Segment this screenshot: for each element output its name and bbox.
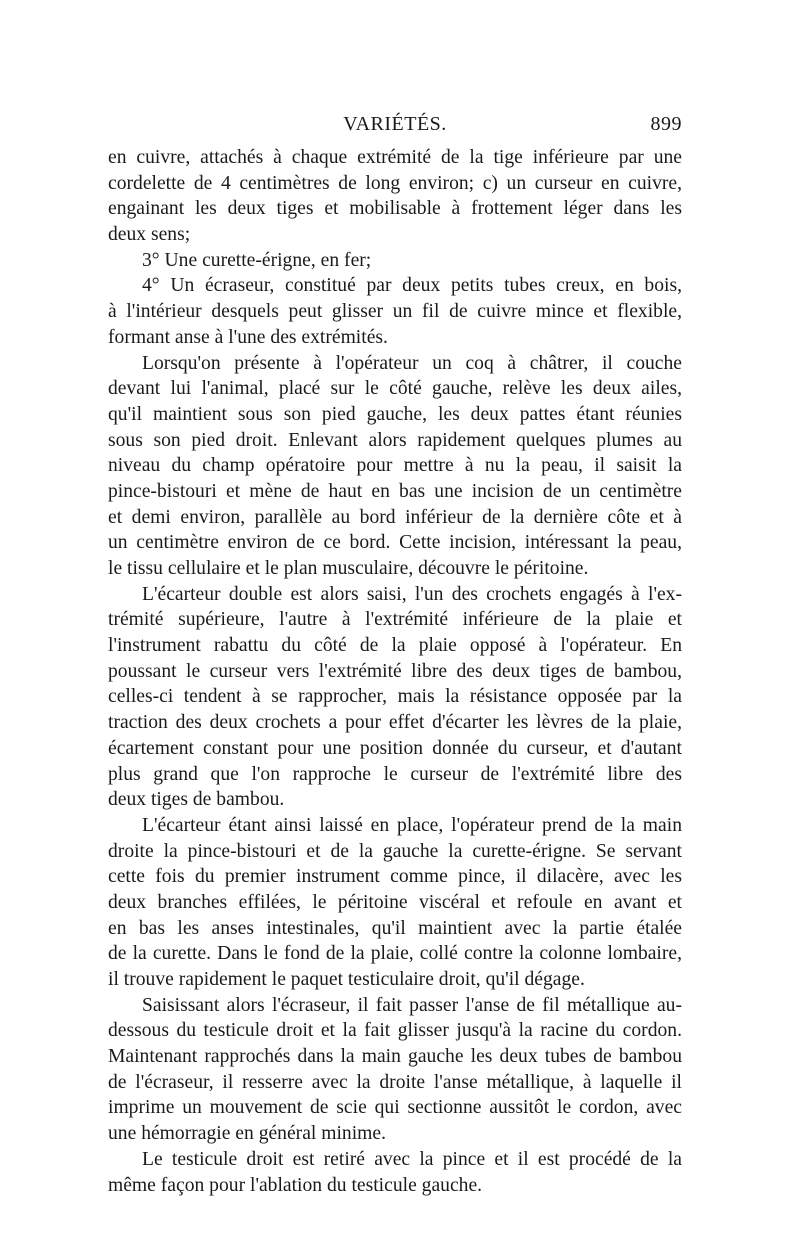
page-number: 899: [650, 113, 682, 135]
text-line: écartement constant pour une position donnée du curseur, et d'autant: [108, 737, 682, 759]
text-line: sous son pied droit. Enlevant alors rapidement quelques plumes au: [108, 429, 682, 451]
paragraph: [108, 351, 682, 582]
text-line: le tissu cellulaire et le plan musculaire, découvre le péritoine.: [108, 558, 589, 579]
text-line: une hémorragie en général minime.: [108, 1123, 387, 1145]
text-line: qu'il maintient sous son pied gauche, les deux pattes étant réunies: [108, 403, 682, 425]
text-line: de l'écraseur, il resserre avec la droite l'anse métallique, à laquelle il: [108, 1071, 682, 1093]
text-line: même façon pour l'ablation du testicule gauche.: [108, 1174, 483, 1196]
text-line: poussant le curseur vers l'extrémité libre des deux tiges de bambou,: [108, 660, 682, 682]
paragraph: [108, 273, 682, 350]
text-line: il trouve rapidement le paquet testiculaire droit, qu'il dégage.: [108, 969, 585, 990]
text-line: dessous du testicule droit et la fait glisser jusqu'à la racine du cordon.: [108, 1020, 682, 1042]
text-line: deux tiges de bambou.: [108, 789, 285, 811]
body-text: [108, 145, 682, 1198]
text-line: Le testicule droit est retiré avec la pince et il est procédé de la: [142, 1148, 682, 1170]
text-line: engainant les deux tiges et mobilisable à frottement léger dans les: [108, 198, 682, 220]
text-line: Lorsqu'on présente à l'opérateur un coq à châtrer, il couche: [142, 352, 682, 374]
text-line: niveau du champ opératoire pour mettre à nu la peau, il saisit la: [108, 455, 682, 477]
text-line: imprime un mouvement de scie qui sectionne aussitôt le cordon, avec: [108, 1097, 682, 1119]
text-line: à l'intérieur desquels peut glisser un fil de cuivre mince et flexible,: [108, 301, 682, 323]
text-line: trémité supérieure, l'autre à l'extrémité inférieure de la plaie et: [108, 609, 682, 631]
text-line: et demi environ, parallèle au bord inférieur de la dernière côte et à: [108, 506, 682, 528]
paragraph: [108, 993, 682, 1147]
text-line: Saisissant alors l'écraseur, il fait passer l'anse de fil métallique au-: [142, 994, 682, 1016]
text-line: cette fois du premier instrument comme pince, il dilacère, avec les: [108, 866, 682, 888]
text-line: de la curette. Dans le fond de la plaie, collé contre la colonne lombaire,: [108, 943, 682, 965]
text-line: 4° Un écraseur, constitué par deux petits tubes creux, en bois,: [142, 275, 682, 297]
paragraph: [108, 582, 682, 813]
text-line: celles-ci tendent à se rapprocher, mais la résistance opposée par la: [108, 686, 682, 708]
text-line: L'écarteur étant ainsi laissé en place, l'opérateur prend de la main: [142, 814, 682, 836]
text-line: deux branches effilées, le péritoine viscéral et refoule en avant et: [108, 891, 682, 913]
text-line: en bas les anses intestinales, qu'il maintient avec la partie étalée: [108, 917, 682, 939]
text-line: droite la pince-bistouri et de la gauche la curette-érigne. Se servant: [108, 840, 682, 862]
text-line: en cuivre, attachés à chaque extrémité de la tige inférieure par une: [108, 147, 682, 168]
paragraph: [108, 813, 682, 993]
text-line: pince-bistouri et mène de haut en bas une incision de un centimètre: [108, 480, 682, 502]
text-line: L'écarteur double est alors saisi, l'un des crochets engagés à l'ex-: [142, 583, 682, 605]
text-line: un centimètre environ de ce bord. Cette incision, intéressant la peau,: [108, 532, 682, 554]
text-line: deux sens;: [108, 224, 191, 246]
text-line: cordelette de 4 centimètres de long environ; c) un curseur en cuivre,: [108, 172, 682, 194]
paragraph: [108, 1147, 682, 1198]
text-line: plus grand que l'on rapproche le curseur de l'extrémité libre des: [108, 763, 682, 785]
text-line: formant anse à l'une des extrémités.: [108, 326, 388, 348]
text-line: 3° Une curette-érigne, en fer;: [142, 249, 372, 271]
text-line: traction des deux crochets a pour effet d'écarter les lèvres de la plaie,: [108, 712, 682, 734]
paragraph: [108, 145, 682, 248]
text-line: Maintenant rapprochés dans la main gauche les deux tubes de bambou: [108, 1046, 682, 1068]
text-line: l'instrument rabattu du côté de la plaie opposé à l'opérateur. En: [108, 635, 682, 657]
running-head: [108, 113, 682, 143]
running-title: VARIÉTÉS.: [343, 113, 447, 135]
text-line: devant lui l'animal, placé sur le côté gauche, relève les deux ailes,: [108, 378, 682, 400]
paragraph: [108, 248, 682, 274]
